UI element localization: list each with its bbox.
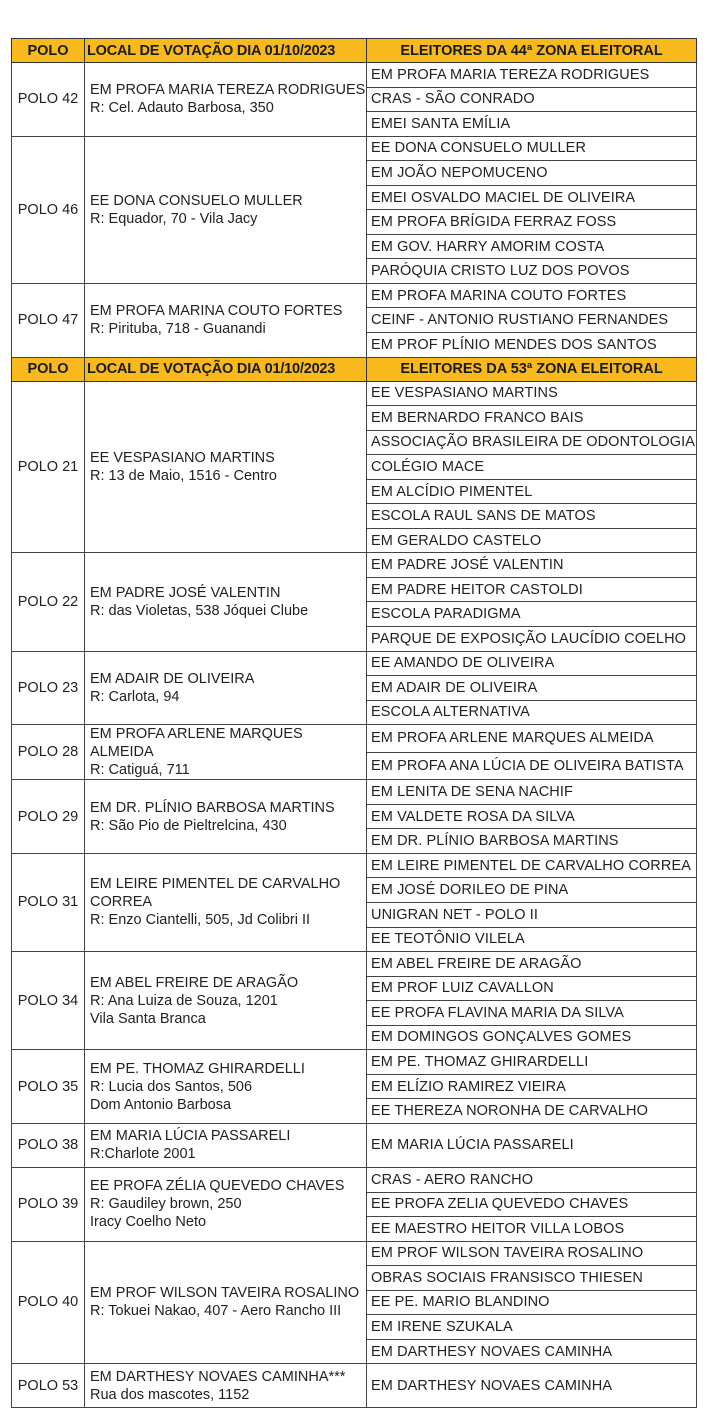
local-address: R: Lucia dos Santos, 506	[90, 1078, 253, 1095]
header-eleitores: ELEITORES DA 53ª ZONA ELEITORAL	[367, 357, 697, 381]
polo-cell: POLO 39	[12, 1167, 85, 1241]
local-address: R: Pirituba, 718 - Guanandi	[90, 321, 266, 338]
eleitor-cell: EM JOSÉ DORILEO DE PINA	[367, 878, 697, 903]
eleitor-cell: EM PE. THOMAZ GHIRARDELLI	[367, 1050, 697, 1075]
local-address: R: Ana Luiza de Souza, 1201	[90, 992, 278, 1009]
local-cell	[85, 381, 367, 553]
local-address: Rua dos mascotes, 1152	[90, 1386, 250, 1403]
local-name: EM LEIRE PIMENTEL DE CARVALHO CORREA	[90, 876, 341, 911]
eleitor-cell: EM PROF WILSON TAVEIRA ROSALINO	[367, 1241, 697, 1266]
local-address: R: Gaudiley brown, 250	[90, 1196, 242, 1213]
eleitor-cell: EM ABEL FREIRE DE ARAGÃO	[367, 952, 697, 977]
eleitor-cell: EMEI SANTA EMÍLIA	[367, 112, 697, 137]
polo-cell: POLO 31	[12, 853, 85, 951]
table-row	[12, 952, 697, 977]
local-name: EM PE. THOMAZ GHIRARDELLI	[90, 1060, 305, 1077]
eleitor-cell: EM DR. PLÍNIO BARBOSA MARTINS	[367, 829, 697, 854]
header-polo: POLO	[12, 357, 85, 381]
eleitor-cell: EE PROFA FLAVINA MARIA DA SILVA	[367, 1001, 697, 1026]
local-cell	[85, 651, 367, 725]
eleitor-cell: ESCOLA PARADIGMA	[367, 602, 697, 627]
local-name: EM PROFA MARINA COUTO FORTES	[90, 303, 343, 320]
local-name: EM PADRE JOSÉ VALENTIN	[90, 584, 281, 601]
local-address: R:Charlote 2001	[90, 1146, 196, 1163]
eleitor-cell: EE VESPASIANO MARTINS	[367, 381, 697, 406]
local-address: R: Enzo Ciantelli, 505, Jd Colibri II	[90, 912, 311, 929]
polo-cell: POLO 40	[12, 1241, 85, 1364]
eleitor-cell: EM ELÍZIO RAMIREZ VIEIRA	[367, 1074, 697, 1099]
local-address: R: São Pio de Pieltrelcina, 430	[90, 817, 287, 834]
table-row	[12, 853, 697, 878]
eleitor-cell: EM DOMINGOS GONÇALVES GOMES	[367, 1025, 697, 1050]
local-address: R: das Violetas, 538 Jóquei Clube	[90, 602, 309, 619]
eleitor-cell: EM PROFA MARINA COUTO FORTES	[367, 283, 697, 308]
eleitor-cell: EM PADRE HEITOR CASTOLDI	[367, 577, 697, 602]
table-row	[12, 553, 697, 578]
local-address: R: Equador, 70 - Vila Jacy	[90, 210, 258, 227]
eleitor-cell: EM PROF PLÍNIO MENDES DOS SANTOS	[367, 333, 697, 358]
local-cell	[85, 553, 367, 651]
polo-cell: POLO 21	[12, 381, 85, 553]
local-cell	[85, 1364, 367, 1408]
header-polo: POLO	[12, 39, 85, 63]
local-cell	[85, 1123, 367, 1167]
table-row	[12, 1050, 697, 1075]
local-address: Dom Antonio Barbosa	[90, 1096, 232, 1113]
eleitor-cell: EM ADAIR DE OLIVEIRA	[367, 676, 697, 701]
table-row	[12, 1167, 697, 1192]
local-name: EM DR. PLÍNIO BARBOSA MARTINS	[90, 799, 335, 816]
eleitor-cell: EE PE. MARIO BLANDINO	[367, 1290, 697, 1315]
local-address: R: Cel. Adauto Barbosa, 350	[90, 100, 274, 117]
eleitor-cell: EM GERALDO CASTELO	[367, 528, 697, 553]
eleitor-cell: ESCOLA RAUL SANS DE MATOS	[367, 504, 697, 529]
table-row	[12, 136, 697, 161]
eleitor-cell: EM LEIRE PIMENTEL DE CARVALHO CORREA	[367, 853, 697, 878]
polo-cell: POLO 53	[12, 1364, 85, 1408]
local-name: EM PROF WILSON TAVEIRA ROSALINO	[90, 1285, 360, 1302]
eleitor-cell: EM DARTHESY NOVAES CAMINHA	[367, 1339, 697, 1364]
eleitor-cell: ASSOCIAÇÃO BRASILEIRA DE ODONTOLOGIA	[367, 430, 697, 455]
eleitor-cell: EE THEREZA NORONHA DE CARVALHO	[367, 1099, 697, 1124]
eleitor-cell: EE TEOTÔNIO VILELA	[367, 927, 697, 952]
eleitor-cell: EM MARIA LÚCIA PASSARELI	[367, 1123, 697, 1167]
table-row	[12, 283, 697, 308]
local-name: EE DONA CONSUELO MULLER	[90, 192, 303, 209]
local-name: EE VESPASIANO MARTINS	[90, 449, 275, 466]
header-local: LOCAL DE VOTAÇÃO DIA 01/10/2023	[85, 39, 367, 63]
eleitor-cell: EE AMANDO DE OLIVEIRA	[367, 651, 697, 676]
eleitor-cell: EM PROFA BRÍGIDA FERRAZ FOSS	[367, 210, 697, 235]
eleitor-cell: EE DONA CONSUELO MULLER	[367, 136, 697, 161]
table-row	[12, 381, 697, 406]
eleitor-cell: EM VALDETE ROSA DA SILVA	[367, 804, 697, 829]
local-name: EM PROFA ARLENE MARQUES ALMEIDA	[90, 726, 303, 761]
local-cell	[85, 780, 367, 854]
table-row	[12, 725, 697, 753]
polo-cell: POLO 23	[12, 651, 85, 725]
local-address: Iracy Coelho Neto	[90, 1214, 207, 1231]
local-cell	[85, 283, 367, 357]
table-row	[12, 63, 697, 88]
eleitor-cell: EM LENITA DE SENA NACHIF	[367, 780, 697, 805]
polo-cell: POLO 29	[12, 780, 85, 854]
eleitor-cell: EM JOÃO NEPOMUCENO	[367, 161, 697, 186]
eleitor-cell: EM PROF LUIZ CAVALLON	[367, 976, 697, 1001]
local-address: R: 13 de Maio, 1516 - Centro	[90, 467, 277, 484]
eleitor-cell: EM IRENE SZUKALA	[367, 1315, 697, 1340]
eleitor-cell: PARQUE DE EXPOSIÇÃO LAUCÍDIO COELHO	[367, 627, 697, 652]
section-header-row	[12, 39, 697, 63]
eleitor-cell: CRAS - AERO RANCHO	[367, 1167, 697, 1192]
eleitor-cell: EM PROFA MARIA TEREZA RODRIGUES	[367, 63, 697, 88]
eleitor-cell: EE MAESTRO HEITOR VILLA LOBOS	[367, 1217, 697, 1242]
eleitor-cell: EM BERNARDO FRANCO BAIS	[367, 406, 697, 431]
eleitor-cell: OBRAS SOCIAIS FRANSISCO THIESEN	[367, 1266, 697, 1291]
eleitor-cell: COLÉGIO MACE	[367, 455, 697, 480]
polo-cell: POLO 38	[12, 1123, 85, 1167]
local-address: Vila Santa Branca	[90, 1010, 206, 1027]
eleitor-cell: EM PROFA ARLENE MARQUES ALMEIDA	[367, 725, 697, 753]
eleitor-cell: EM ALCÍDIO PIMENTEL	[367, 479, 697, 504]
local-name: EM ABEL FREIRE DE ARAGÃO	[90, 974, 299, 991]
eleitor-cell: EM PADRE JOSÉ VALENTIN	[367, 553, 697, 578]
table-row	[12, 1123, 697, 1167]
voting-locations-sheet	[11, 38, 696, 1408]
polo-cell: POLO 42	[12, 63, 85, 137]
local-cell	[85, 136, 367, 283]
polo-cell: POLO 46	[12, 136, 85, 283]
local-address: R: Catiguá, 711	[90, 762, 190, 779]
local-address: R: Carlota, 94	[90, 688, 180, 705]
local-cell	[85, 853, 367, 951]
local-cell	[85, 952, 367, 1050]
polo-cell: POLO 35	[12, 1050, 85, 1124]
eleitor-cell: ESCOLA ALTERNATIVA	[367, 700, 697, 725]
table-row	[12, 651, 697, 676]
eleitor-cell: CEINF - ANTONIO RUSTIANO FERNANDES	[367, 308, 697, 333]
eleitor-cell: EM GOV. HARRY AMORIM COSTA	[367, 234, 697, 259]
eleitor-cell: EE PROFA ZELIA QUEVEDO CHAVES	[367, 1192, 697, 1217]
eleitor-cell: UNIGRAN NET - POLO II	[367, 902, 697, 927]
voting-locations-table	[11, 38, 697, 1408]
local-cell	[85, 1167, 367, 1241]
polo-cell: POLO 28	[12, 725, 85, 780]
eleitor-cell: EM DARTHESY NOVAES CAMINHA	[367, 1364, 697, 1408]
local-address: R: Tokuei Nakao, 407 - Aero Rancho III	[90, 1303, 342, 1320]
eleitor-cell: EMEI OSVALDO MACIEL DE OLIVEIRA	[367, 185, 697, 210]
table-row	[12, 1364, 697, 1408]
eleitor-cell: EM PROFA ANA LÚCIA DE OLIVEIRA BATISTA	[367, 752, 697, 780]
polo-cell: POLO 47	[12, 283, 85, 357]
local-cell	[85, 1241, 367, 1364]
table-row	[12, 1241, 697, 1266]
header-local: LOCAL DE VOTAÇÃO DIA 01/10/2023	[85, 357, 367, 381]
local-name: EM ADAIR DE OLIVEIRA	[90, 670, 255, 687]
local-cell	[85, 725, 367, 780]
local-name: EM MARIA LÚCIA PASSARELI	[90, 1128, 291, 1145]
header-eleitores: ELEITORES DA 44ª ZONA ELEITORAL	[367, 39, 697, 63]
local-cell	[85, 63, 367, 137]
local-name: EM DARTHESY NOVAES CAMINHA***	[90, 1368, 346, 1385]
eleitor-cell: PARÓQUIA CRISTO LUZ DOS POVOS	[367, 259, 697, 284]
table-row	[12, 780, 697, 805]
section-header-row	[12, 357, 697, 381]
polo-cell: POLO 34	[12, 952, 85, 1050]
local-name: EM PROFA MARIA TEREZA RODRIGUES	[90, 82, 366, 99]
local-cell	[85, 1050, 367, 1124]
polo-cell: POLO 22	[12, 553, 85, 651]
local-name: EE PROFA ZÉLIA QUEVEDO CHAVES	[90, 1178, 345, 1195]
eleitor-cell: CRAS - SÃO CONRADO	[367, 87, 697, 112]
